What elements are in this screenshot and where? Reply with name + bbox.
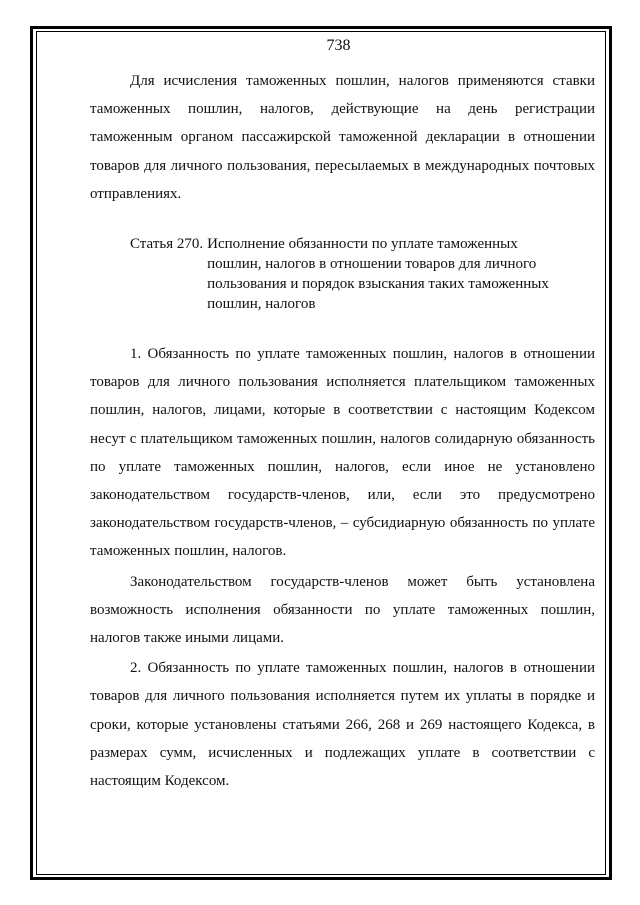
paragraph-clause-2: 2. Обязанность по уплате таможенных пошлин, налогов в отношении товаров для личного пользования исполняется путем их уплаты в порядке и сроки, которые установлены статьями 266, 268 и 269 настоящего Кодекса, в размерах сумм, исчисленных и подлежащих уплате в соответствии с настоящим Кодексом. xyxy=(90,660,595,790)
page-number: 738 xyxy=(326,37,351,54)
paragraph-rates: Для исчисления таможенных пошлин, налогов применяются ставки таможенных пошлин, налогов, действующие на день регистрации таможенным органом пассажирской таможенной декларации в отношении товаров для личного пользования, пересылаемых в международных почтовых отправлениях. xyxy=(90,73,595,202)
paragraph-clause-1: 1. Обязанность по уплате таможенных пошлин, налогов в отношении товаров для личного пользования исполняется плательщиком таможенных пошлин, налогов, лицами, которые в соответствии с настоящим Кодексом несут с плательщиком таможенных пошлин, налогов солидарную обязанность по уплате таможенных пошлин, налогов, если иное не установлено законодательством государств-членов, или, если это предусмотрено законодательством государств-членов, – субсидиарную обязанность по уплате таможенных пошлин, налогов. xyxy=(90,346,595,560)
article-number: Статья 270. xyxy=(130,236,204,253)
article-title: Исполнение обязанности по уплате таможенных пошлин, налогов в отношении товаров для личного пользования и порядок взыскания таких таможенных пошлин, налогов xyxy=(207,236,549,313)
document-body xyxy=(90,34,595,795)
article-heading xyxy=(90,234,595,314)
paragraph-other-persons: Законодательством государств-членов может быть установлена возможность исполнения обязанности по уплате таможенных пошлин, налогов также иными лицами. xyxy=(90,573,595,647)
